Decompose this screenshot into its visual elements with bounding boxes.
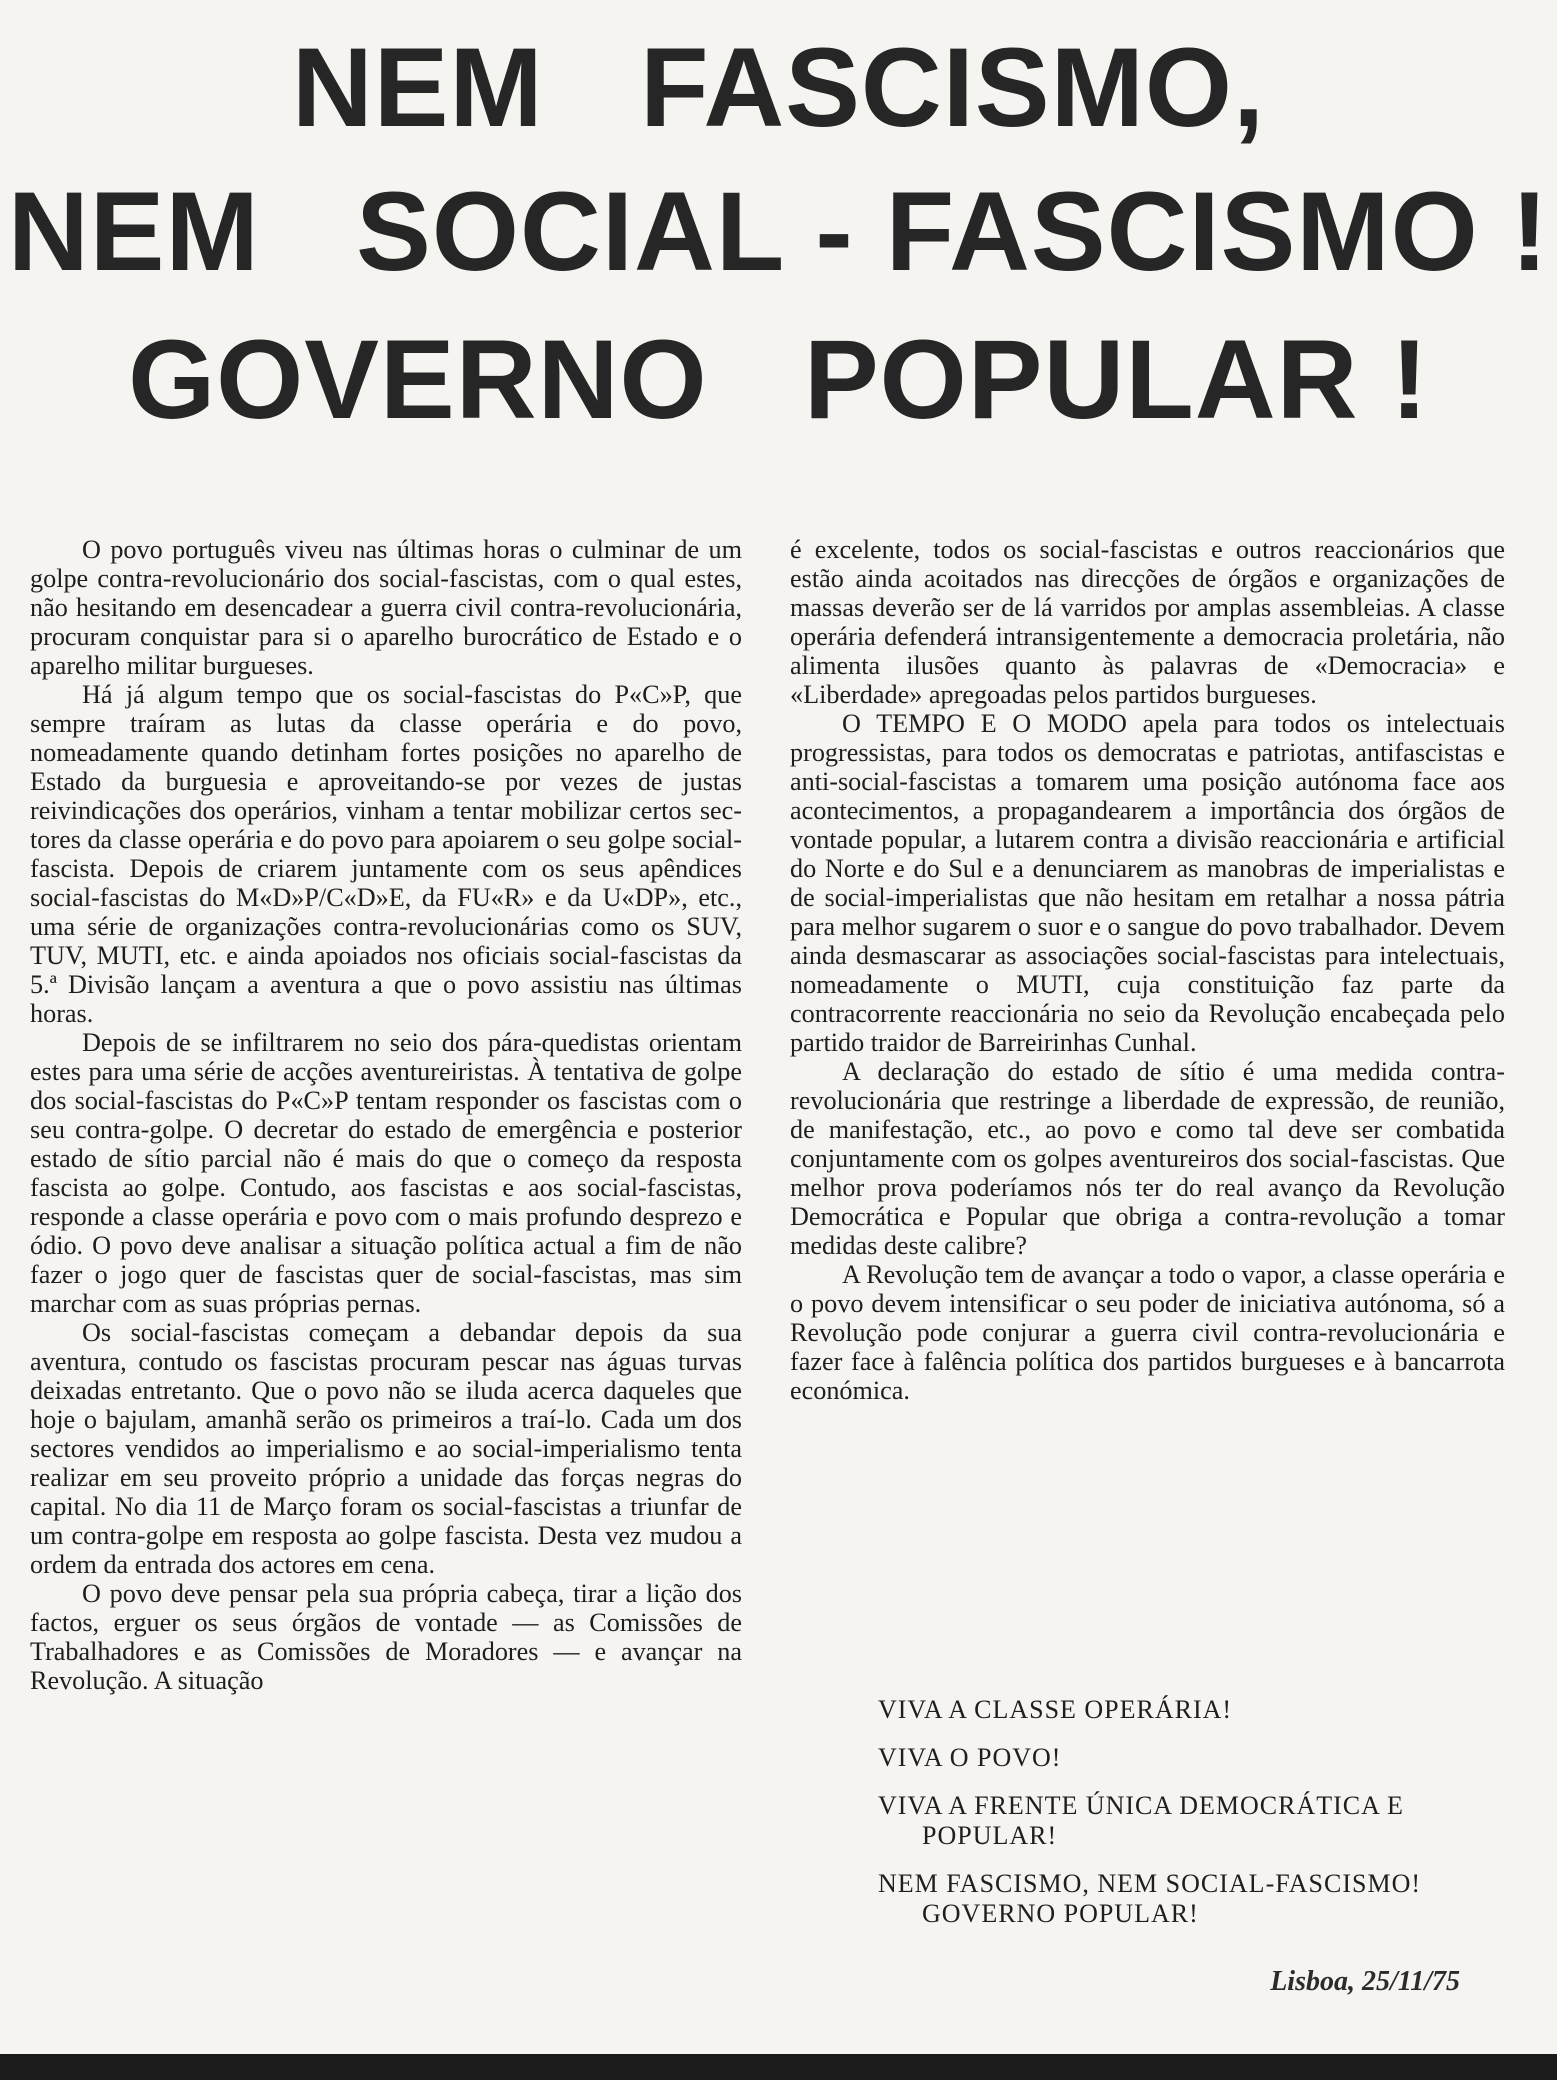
slogan: NEM FASCISMO, NEM SOCIAL-FASCISMO! GOVERNO POPULAR!	[878, 1869, 1422, 1928]
slogan: VIVA A FRENTE ÚNICA DEMOCRÁTICA E POPULAR!	[878, 1791, 1404, 1850]
paragraph: O povo português viveu nas últimas horas o culminar de um golpe contra-revolucionário dos social-fascistas, com o qual estes, não hesitando em desencadear a guerra civil contra-revolucionária, procuram conquistar para si o aparelho burocrático de Estado e o aparelho militar burgueses.	[30, 535, 742, 680]
place-date-signoff: Lisboa, 25/11/75	[1270, 1966, 1460, 1997]
paragraph: O povo deve pensar pela sua própria cabeça, tirar a lição dos factos, erguer os seus órgãos de vontade — as Comissões de Trabalhadores e as Comissões de Moradores — e avançar na Revolução. A situação	[30, 1579, 742, 1695]
paragraph: Depois de se infiltrarem no seio dos pára-quedistas orientam estes para uma série de acções aventureiristas. À tentativa de golpe dos social-fascistas do P«C»P tentam responder os fascistas com o seu contra-golpe. O decretar do estado de emergência e posterior estado de sítio parcial não é mais do que o começo da resposta fascista ao golpe. Contudo, aos fascistas e aos social-fascistas, responde a classe operária e povo com o mais profundo desprezo e ódio. O povo deve analisar a situação política actual a fim de não fazer o jogo quer de fascistas quer de social-fascistas, mas sim marchar com as suas próprias pernas.	[30, 1028, 742, 1318]
slogan: VIVA O POVO!	[878, 1743, 1062, 1772]
headline-line-3: GOVERNO POPULAR !	[128, 317, 1429, 442]
slogan: VIVA A CLASSE OPERÁRIA!	[878, 1695, 1233, 1724]
headline-line-2: NEM SOCIAL - FASCISMO !	[7, 169, 1550, 294]
paragraph: O TEMPO E O MODO apela para todos os intelectuais progressistas, para todos os democratas e patriotas, antifascistas e anti-social-fascistas a tomarem uma posição autónoma face aos acontecimentos, a propagandearem a importância dos órgãos de vontade popular, a lutarem contra a divisão reaccionária e artificial do Norte e do Sul e a denunciarem as manobras de imperialistas e de social-imperialistas que não hesitam em retalhar a nossa pátria para melhor sugarem o suor e o sangue do povo trabalhador. Devem ainda desmascarar as associações social-fascistas para intelectuais, nomeadamente o MUTI, cuja constituição faz parte da contracorrente reaccionária no seio da Revolução encabeçada pelo partido traidor de Barreirinhas Cunhal.	[790, 709, 1505, 1057]
scan-border-strip	[0, 2054, 1557, 2080]
headline-line-1: NEM FASCISMO,	[291, 25, 1266, 150]
paragraph: A Revolução tem de avançar a todo o vapor, a classe operária e o povo devem intensificar o seu poder de iniciativa autónoma, só a Revolução pode conjurar a guerra civil contra-revolucionária e fazer face à falência política dos partidos burgueses e à bancarrota económica.	[790, 1260, 1505, 1405]
left-column	[30, 535, 742, 1695]
paragraph: Há já algum tempo que os social-fascistas do P«C»P, que sempre traíram as lutas da classe operária e do povo, nomeadamente quando detinham fortes posições no aparelho de Estado da burguesia e aproveitando-se por vezes de justas reivindicações dos operários, vinham a tentar mobilizar certos sectores da classe operária e do povo para apoiarem o seu golpe social-fascista. Depois de criarem juntamente com os seus apêndices social-fascistas do M«D»P/C«D»E, da FU«R» e da U«DP», etc., uma série de organizações contra-revolucionárias como os SUV, TUV, MUTI, etc. e ainda apoiados nos oficiais social-fascistas da 5.ª Divisão lançam a aventura a que o povo assistiu nas últimas horas.	[30, 680, 742, 1028]
slogans-block	[878, 1695, 1518, 1947]
paragraph: A declaração do estado de sítio é uma medida contra-revolucionária que restringe a liberdade de expressão, de reunião, de manifestação, etc., ao povo e como tal deve ser combatida conjuntamente com os golpes aventureiros dos social-fascistas. Que melhor prova poderíamos nós ter do real avanço da Revolução Democrática e Popular que obriga a contra-revolução a tomar medidas deste calibre?	[790, 1057, 1505, 1260]
right-column	[790, 535, 1505, 1405]
paragraph-continuation: é excelente, todos os social-fascistas e outros reaccionários que estão ainda acoitados nas direcções de órgãos e organizações de massas deverão ser de lá varridos por amplas assembleias. A classe operária defenderá intransigentemente a democracia proletária, não alimenta ilusões quanto às palavras de «Democracia» e «Liberdade» apregoadas pelos partidos burgueses.	[790, 535, 1505, 709]
paragraph: Os social-fascistas começam a debandar depois da sua aventura, contudo os fascistas procuram pescar nas águas turvas deixadas entretanto. Que o povo não se iluda acerca daqueles que hoje o bajulam, amanhã serão os primeiros a traí-lo. Cada um dos sectores vendidos ao imperialismo e ao social-imperialismo tenta realizar em seu proveito próprio a unidade das forças negras do capital. No dia 11 de Março foram os social-fascistas a triunfar de um contra-golpe em resposta ao golpe fascista. Desta vez mudou a ordem da entrada dos actores em cena.	[30, 1318, 742, 1579]
